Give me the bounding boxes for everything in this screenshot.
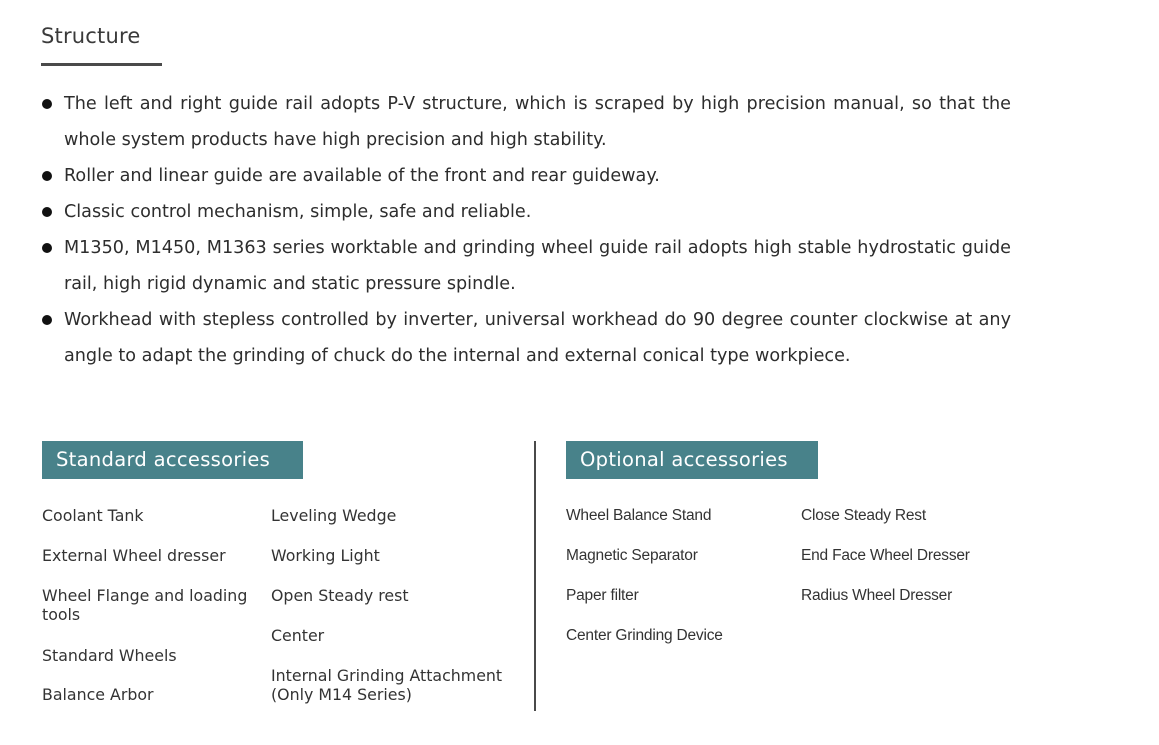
bullet-text: Workhead with stepless controlled by inverter, universal workhead do 90 degree counter clockwise at any angle to adapt the grinding of chuck do the internal and external conical type workpiece. [64,310,1011,366]
bullet-text: M1350, M1450, M1363 series worktable and grinding wheel guide rail adopts high stable hydrostatic guide rail, high rigid dynamic and static pressure spindle. [64,238,1011,294]
accessory-item: Center [271,626,325,645]
bullet-text: Roller and linear guide are available of the front and rear guideway. [64,166,660,186]
vertical-divider [534,441,536,711]
bullet-item [41,302,1011,374]
bullet-dot-icon [42,99,52,109]
bullet-text: The left and right guide rail adopts P-V structure, which is scraped by high precision manual, so that the whole system products have high precision and high stability. [64,94,1011,150]
accessory-item: Standard Wheels [42,646,177,665]
accessory-item: Working Light [271,546,380,565]
bullet-item [41,86,1011,158]
accessory-item: Wheel Balance Stand [566,507,712,524]
accessory-item: Center Grinding Device [566,627,723,644]
bullet-dot-icon [42,171,52,181]
accessory-item: Leveling Wedge [271,506,397,525]
standard-accessories-header: Standard accessories [42,441,303,479]
title-underline [41,63,162,66]
bullet-text: Classic control mechanism, simple, safe and reliable. [64,202,532,222]
bullet-dot-icon [42,207,52,217]
structure-bullet-list [41,86,1011,374]
accessory-item: Magnetic Separator [566,547,698,564]
accessory-item: Wheel Flange and loading tools [42,586,248,624]
accessory-item: External Wheel dresser [42,546,226,565]
accessory-item: Internal Grinding Attachment (Only M14 Series) [271,666,503,704]
bullet-dot-icon [42,243,52,253]
accessory-item: Radius Wheel Dresser [801,587,953,604]
bullet-dot-icon [42,315,52,325]
accessory-item: Paper filter [566,587,639,604]
bullet-item [41,230,1011,302]
bullet-item [41,158,1011,194]
accessory-item: Balance Arbor [42,685,154,704]
accessory-item: Open Steady rest [271,586,409,605]
accessory-item: Close Steady Rest [801,507,926,524]
accessory-item: Coolant Tank [42,506,144,525]
accessory-item: End Face Wheel Dresser [801,547,970,564]
section-title: Structure [41,24,141,48]
optional-accessories-header: Optional accessories [566,441,818,479]
bullet-item [41,194,1011,230]
